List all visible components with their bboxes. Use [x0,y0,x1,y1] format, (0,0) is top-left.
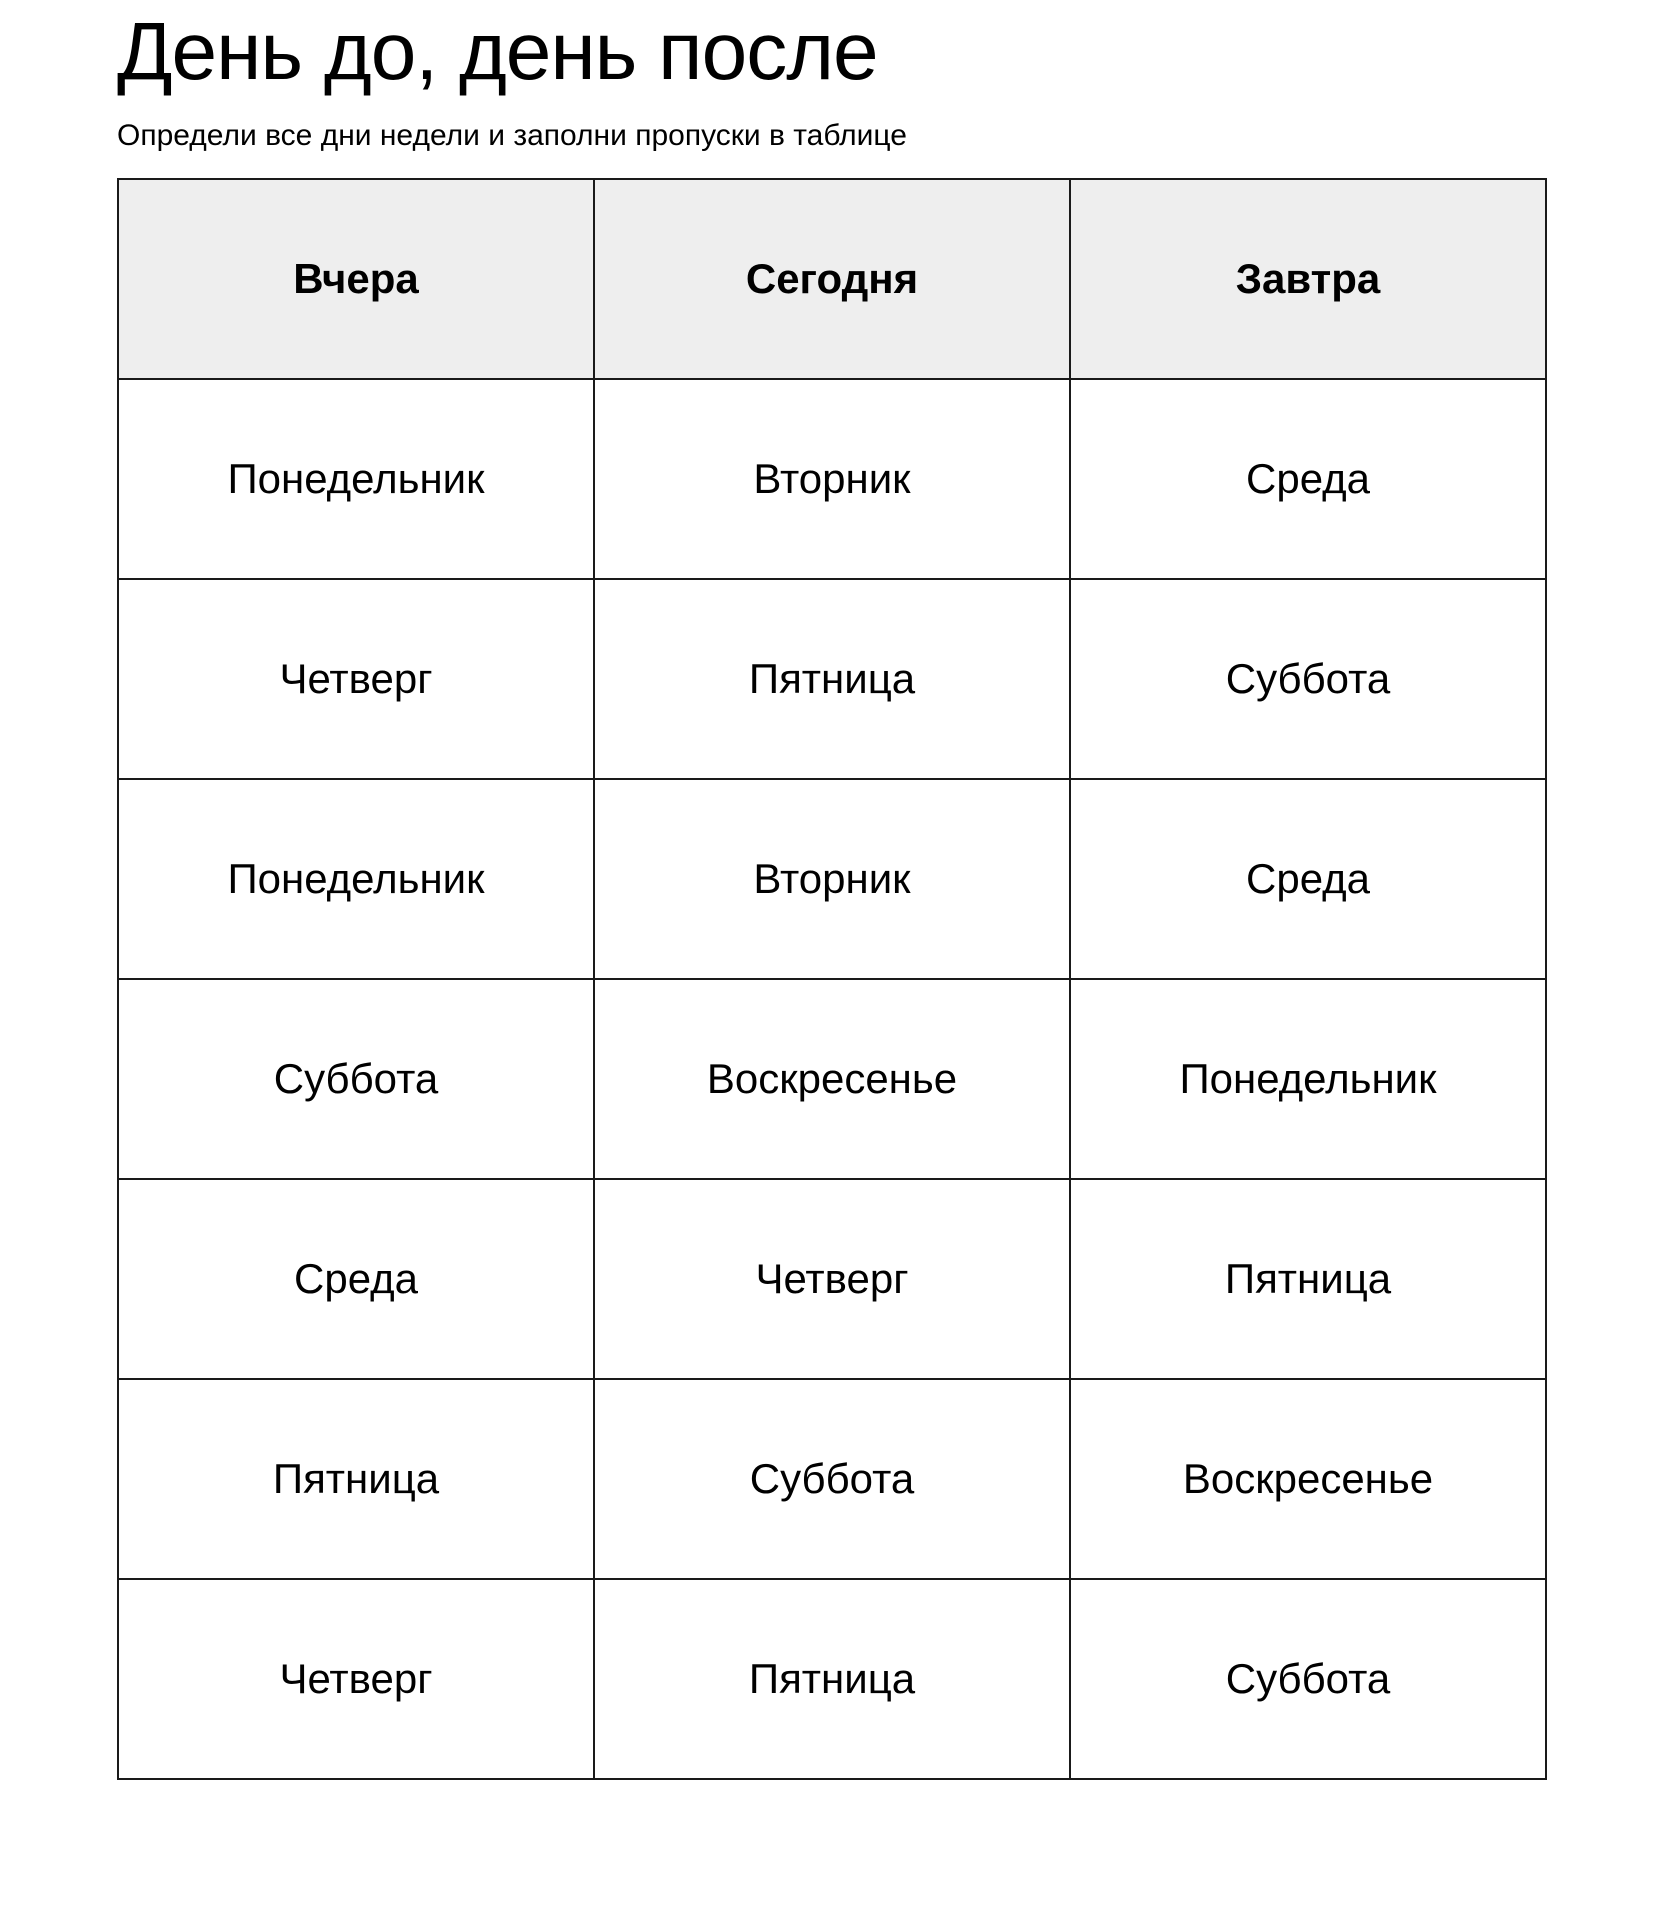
column-header-yesterday: Вчера [118,179,594,379]
cell-tomorrow: Среда [1070,379,1546,579]
cell-yesterday: Суббота [118,979,594,1179]
table-row [118,1379,1546,1579]
cell-tomorrow: Среда [1070,779,1546,979]
cell-today: Пятница [594,579,1070,779]
cell-yesterday: Пятница [118,1379,594,1579]
days-table [117,178,1547,1780]
cell-today: Воскресенье [594,979,1070,1179]
table-row [118,1179,1546,1379]
cell-tomorrow: Понедельник [1070,979,1546,1179]
cell-tomorrow: Пятница [1070,1179,1546,1379]
cell-yesterday: Среда [118,1179,594,1379]
cell-today: Вторник [594,379,1070,579]
table-row [118,579,1546,779]
table-row [118,379,1546,579]
cell-today: Пятница [594,1579,1070,1779]
cell-yesterday: Понедельник [118,779,594,979]
cell-yesterday: Четверг [118,579,594,779]
column-header-tomorrow: Завтра [1070,179,1546,379]
cell-tomorrow: Воскресенье [1070,1379,1546,1579]
cell-today: Суббота [594,1379,1070,1579]
table-row [118,979,1546,1179]
worksheet-page [117,0,1547,1702]
table-row [118,779,1546,979]
cell-yesterday: Понедельник [118,379,594,579]
table-row [118,1579,1546,1779]
cell-today: Вторник [594,779,1070,979]
cell-today: Четверг [594,1179,1070,1379]
cell-yesterday: Четверг [118,1579,594,1779]
column-header-today: Сегодня [594,179,1070,379]
page-title: День до, день после [117,6,878,97]
cell-tomorrow: Суббота [1070,1579,1546,1779]
cell-tomorrow: Суббота [1070,579,1546,779]
instruction-text: Определи все дни недели и заполни пропуски в таблице [117,119,907,152]
table-header-row [118,179,1546,379]
